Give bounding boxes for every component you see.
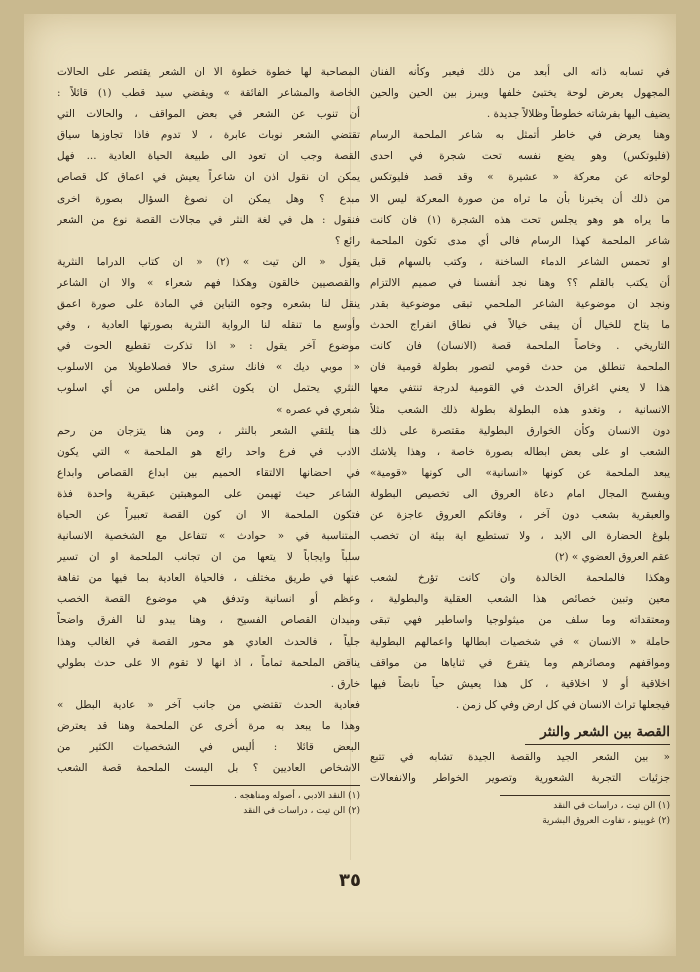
- footnote: (٢) الن تيت ، دراسات في النقد: [243, 806, 360, 817]
- footnote-divider: [190, 785, 360, 786]
- text-line: في تسابه ذاته الى أبعد من ذلك فيعبر وكأنه الفنان: [370, 66, 670, 78]
- text-line: حاملة « الانسان » في شخصيات ابطالها واعمالهم البطولية: [370, 635, 670, 648]
- text-line: تقتضي الشعر نوبات عابرة ، لا تدوم فاذا تجاوزها سياق: [57, 129, 360, 142]
- text-line: يضيف اليها بفرشاته خطوطاً وظلالاً جديدة .: [486, 108, 670, 121]
- right-paragraph-1: [370, 62, 670, 125]
- text-line: يناقض الملحمة تماماً ، اذ انها لا تقوم الا على حدث بطولي: [57, 656, 360, 669]
- right-column: [370, 62, 670, 829]
- footnote-divider: [500, 795, 670, 796]
- text-line: وهكذا فالملحمة الخالدة وان كانت تؤرخ لشعب: [370, 572, 670, 585]
- text-line: لوحاته عن معركة « عشيرة » وقد قصد فليوتكس: [370, 171, 670, 184]
- text-line: البعض قائلا : أليس في الشخصيات الكثير من: [57, 741, 360, 753]
- text-line: شاعر الملحمة كهذا الرسام فالى أي مدى تكون الملحمة: [370, 234, 670, 247]
- text-line: موضوع آخر يقول : « اذا تذكرت تقطيع الحوت في: [57, 340, 360, 353]
- text-line: والقصصيين خالقون وهكذا فهم شعراء » والا ان الشاعر: [57, 276, 360, 289]
- right-paragraph-2: [370, 125, 670, 568]
- text-line: يمكن ان نقول اذن ان شاعراً يعيش في اعماق كل قصاص: [57, 171, 360, 184]
- footnote: (١) النقد الادبي ، أصوله ومناهجه .: [233, 791, 360, 802]
- text-line: بلوغ الحضارة الى الابد ، ولا تستطيع اية بيئة ان تخصب: [370, 530, 670, 543]
- left-paragraph-2: [57, 252, 360, 421]
- left-paragraph-3: [57, 421, 360, 695]
- text-line: يقول « الن تيت » (٢) « ان كتاب الدراما النثرية: [57, 255, 360, 268]
- text-line: (فليوتكس) وهو يضع نفسه تحت شجرة في احدى: [370, 150, 670, 163]
- text-line: ينقل لنا بشعره وجوه التباين في المادة على صورة اعمق: [57, 298, 360, 311]
- text-line: وميدان القصاص الفسيح ، وهنا يبدو لنا الفرق واضحاً: [57, 614, 360, 627]
- text-line: جزئيات التجربة الشعورية وتصوير الخواطر والانفعالات: [370, 772, 670, 784]
- text-line: ومعتقداته وما سلف من ميثولوجيا واساطير فهي تبقى: [370, 614, 670, 627]
- left-column: [57, 62, 360, 819]
- text-line: مبدع ؟ وهل يمكن ان نصوغ السؤال بصورة اخرى: [57, 192, 360, 205]
- text-line: وعظم أو انسانية وتدفق هي موضوع القصة الخصب: [57, 593, 360, 606]
- text-line: الشعب او على بعض ابطاله بصورة خاصة ، وهذا يلاشك: [370, 445, 670, 458]
- text-line: عقم العروق العضوي » (٢): [554, 551, 670, 564]
- text-line: النثري يحتمل ان يكون اغنى واملس من أي اسلوب: [57, 382, 360, 395]
- text-line: « بين الشعر الجيد والقصة الجيدة تشابه في تتبع: [370, 750, 670, 763]
- text-line: ونجد ان موضوعية الشاعر الملحمي تبقى موضوعية بقدر: [370, 298, 670, 311]
- text-line: وأوسع ما تنقله لنا الرواية النثرية بصورتها العادية ، وفي: [57, 319, 360, 332]
- text-line: الاشخاص العاديين ؟ بل اليست الملحمة قصة الشعب: [57, 762, 360, 775]
- text-line: خارق .: [330, 677, 360, 690]
- text-line: ويفسح المجال امام دعاة العروق الى تخصيص البطولة: [370, 487, 670, 500]
- right-paragraph-3: [370, 568, 670, 716]
- text-line: وهذا ما يبعد به مرة أخرى عن الملحمة وهنا قد يعترض: [57, 719, 360, 732]
- text-line: هنا يلتقي الشعر بالنثر ، ومن هنا يتزجان من رحم: [57, 424, 360, 437]
- text-line: أن تنوب عن الشعر في بعض المواقف ، والحالات التي: [57, 108, 360, 121]
- section-heading: القصة بين الشعر والنثر: [540, 723, 670, 740]
- text-line: فنقول : هل في لغة النثر في مجالات القصة نوع من الشعر: [57, 213, 360, 226]
- text-line: والعبقرية بشعب دون آخر ، وفاتكم العروق عاجزة عن: [370, 508, 670, 521]
- text-line: رائع ؟: [334, 234, 360, 247]
- text-line: عنها في طريق مختلف ، فالحياة العادية بما فيها من تفاهة: [57, 572, 360, 585]
- text-line: الادب في فرع واحد رائع هو الملحمة » التي يكون: [57, 445, 360, 458]
- text-line: او تحمس الشاعر الدماء الساخنة ، وكتب بالسهام قبل: [370, 255, 670, 268]
- text-line: « موبي ديك » فانك سترى حالا فصلاطويلا من الاسلوب: [57, 361, 360, 374]
- text-line: ومواقفهم ومصائرهم وما يتفرع في ثناياها من مواقف: [370, 656, 670, 669]
- text-line: جلياً ، فالحدث العادي هو محور القصة في الغالب وهذا: [57, 635, 360, 648]
- text-line: هذا لا يعني اغراق الحدث في القومية لدرجة تنتفي معها: [370, 382, 670, 395]
- text-line: في احضانها الالتقاء الحميم بين ابداع القصاص وابداع: [57, 466, 360, 479]
- page-number: ٣٥: [339, 870, 361, 891]
- text-line: المجهول يعرض لوحة يختبئ خلفها ويبرز بين الحين والحين: [370, 87, 670, 100]
- text-line: فتكون الملحمة الا ان كون القصة تعبيراً عن الحياة: [57, 508, 360, 521]
- text-line: فيجعلها تراث الانسان في كل ارض وفي كل زمن .: [455, 698, 670, 711]
- text-line: الملحمة تنطلق من حدث قومي لتصور بطولة قومية فان: [370, 361, 670, 374]
- heading-underline: [525, 744, 670, 745]
- text-line: معين وتبين خصائص هذا الشعب العقلية والبطولية ،: [370, 593, 670, 606]
- text-line: الشاعر حيث تهيمن على الموهبتين عبقرية واحدة فذة: [57, 487, 360, 500]
- text-line: ما يتاح للخيال أن يبقى خيالاً في نطاق انفراج الحدث: [370, 319, 670, 332]
- text-line: فعادية الحدث تقتضي من جانب آخر « عادية البطل »: [57, 698, 360, 711]
- text-line: المصاحبة لها خطوة خطوة الا ان الشعر يقتصر على الحالات: [57, 66, 360, 78]
- text-line: وهنا يعرض في خاطر أتمثل به شاعر الملحمة الرسام: [370, 129, 670, 142]
- left-paragraph-4: [57, 695, 360, 779]
- text-line: سلباً وايجاباً لا يتعها من ان تجانب الملحمة او ان تسير: [57, 551, 360, 564]
- footnote: (٢) غوبينو ، تفاوت العروق البشرية: [542, 816, 670, 827]
- text-line: اخلاقية أو لا اخلاقية ، كل هذا يعيش حياً نابضاً فيها: [370, 677, 670, 690]
- text-line: المتناسبة في « حوادث » تتفاعل مع الشخصية الانسانية: [57, 530, 360, 543]
- text-line: شعري في عصره »: [276, 403, 360, 416]
- text-line: من ذلك أن يخبرنا بأن ما تراه من صورة المعركة ليس الا: [370, 192, 670, 205]
- text-line: يبعد الملحمة عن كونها «انسانية» الى كونها «قومية»: [370, 466, 670, 479]
- text-line: دون الانسان وكأن الخوارق البطولية مقتصرة على ذلك: [370, 424, 670, 437]
- text-line: أن يكتب بالقلم ؟؟ وهنا نجد أنفسنا في صميم الالتزام: [370, 276, 670, 289]
- text-line: الانسانية ، وتغدو هذه البطولة بطولة ذلك الشعب مثلاً: [370, 403, 670, 416]
- text-line: التاريخي . وخاصاً الملحمة قصة (الانسان) فان كانت: [370, 340, 670, 353]
- left-paragraph-1: [57, 62, 360, 252]
- text-line: الخاصة والمشاعر الفائقة » ويقضي سيد قطب (١) قائلاً :: [57, 87, 360, 100]
- text-line: القصة وجب ان تعود الى طبيعة الحياة العادية ... فهل: [57, 150, 360, 163]
- footnote: (١) الن تيت ، دراسات في النقد: [553, 801, 670, 812]
- text-line: ما يراه هو وهو يجلس تحت هذه الشجرة (١) فان كانت: [370, 213, 670, 226]
